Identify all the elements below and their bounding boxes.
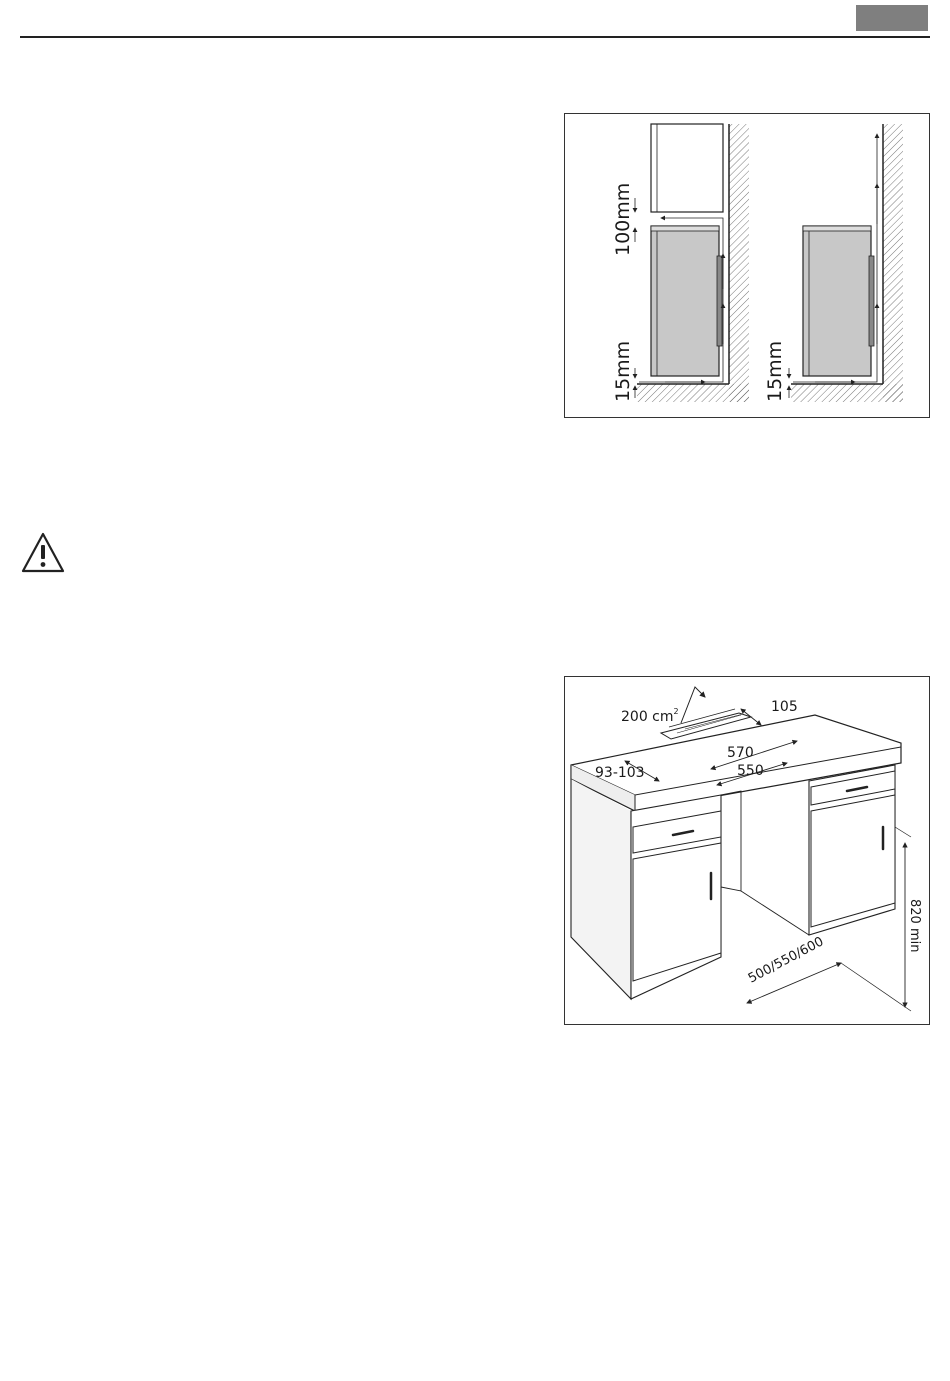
dim-550-label: 550 xyxy=(737,763,764,779)
right-bottom-clearance-label: 15mm xyxy=(764,340,786,402)
dim-105-label: 105 xyxy=(771,699,798,715)
left-installation-diagram xyxy=(612,124,749,402)
vent-area-label: 200 $cm^2$ xyxy=(621,707,679,725)
undercounter-installation-figure xyxy=(564,676,930,1025)
dim-height-label: 820 min xyxy=(907,899,922,953)
left-cabinet xyxy=(571,779,721,999)
dim-depth-label: 500/550/600 xyxy=(745,934,827,987)
right-cabinet xyxy=(809,765,895,935)
ventilation-clearance-figure xyxy=(564,113,930,418)
dim-570-label: 570 xyxy=(727,745,754,761)
warning-triangle-icon xyxy=(20,531,66,575)
right-installation-diagram xyxy=(764,124,903,402)
dim-93-103-label: 93-103 xyxy=(595,765,645,781)
header-rule xyxy=(20,36,930,38)
left-top-clearance-label: 100mm xyxy=(612,182,634,256)
left-bottom-clearance-label: 15mm xyxy=(612,340,634,402)
header-language-tab xyxy=(856,5,928,31)
